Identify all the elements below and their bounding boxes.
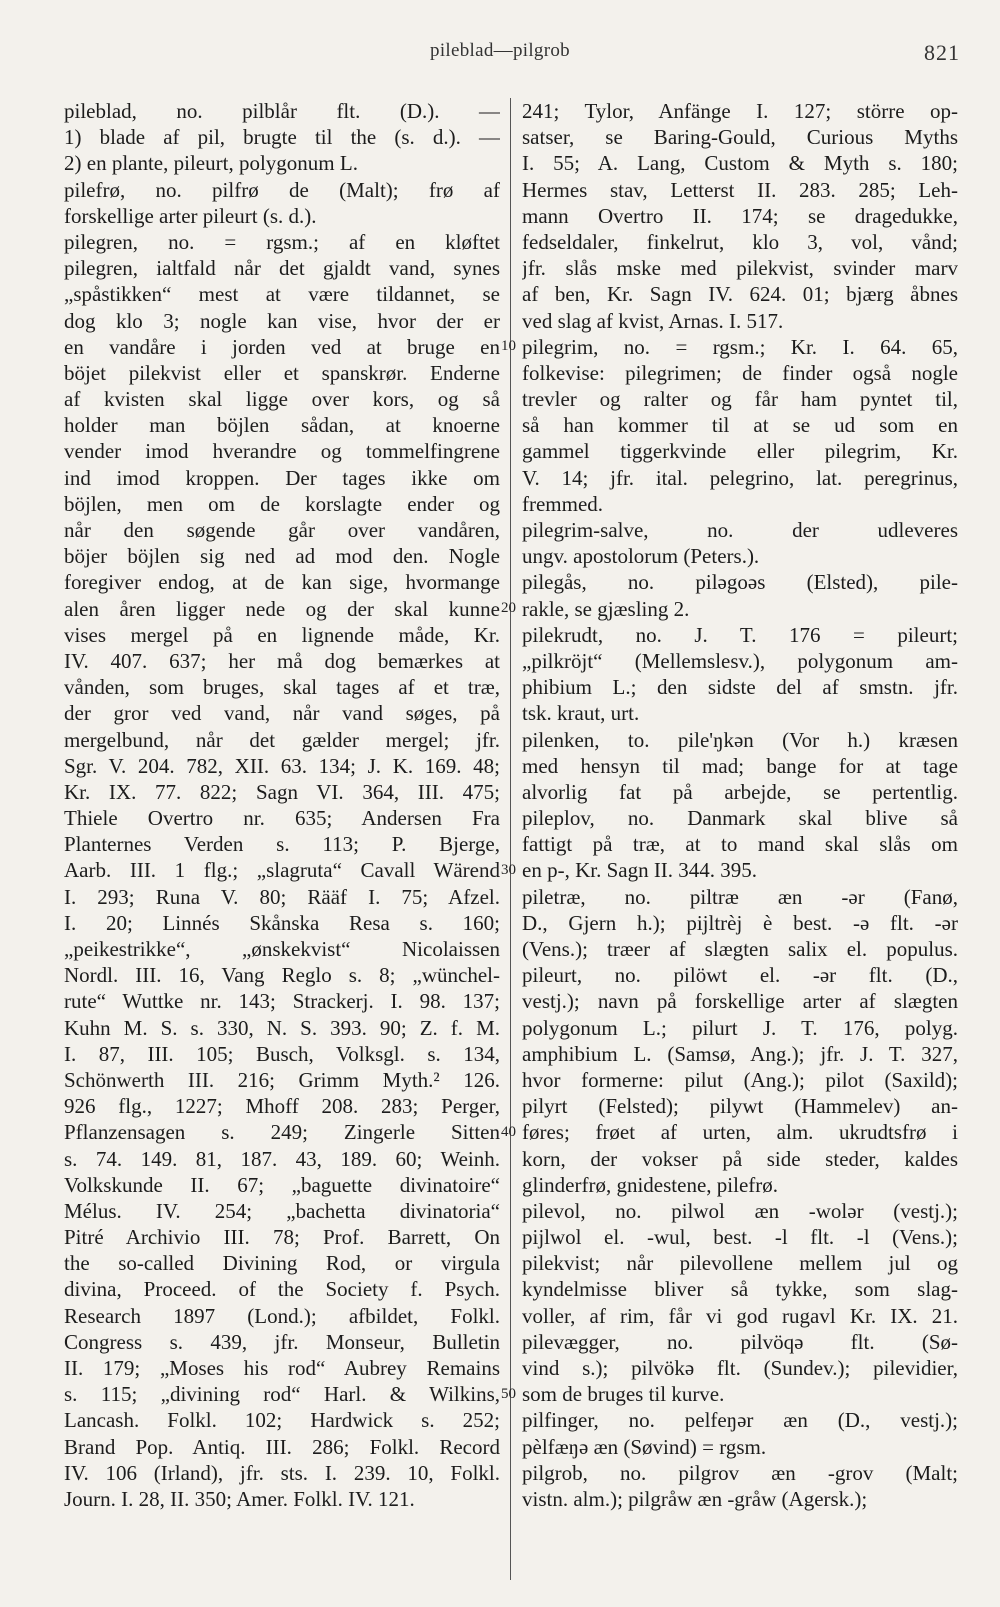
text-line: the so-called Divining Rod, or virgula: [64, 1251, 500, 1276]
text-line: korn, der vokser på side steder, kaldes: [522, 1146, 958, 1171]
text-line: IV. 106 (Irland), jfr. sts. I. 239. 10, Folkl.: [64, 1460, 500, 1485]
left-column: [64, 98, 500, 1512]
column-divider: [510, 98, 511, 1580]
text-line: Pitré Archivio III. 78; Prof. Barrett, On: [64, 1225, 500, 1250]
text-line: pèlfæŋə æn (Søvind) = rgsm.: [522, 1434, 767, 1459]
text-line: foregiver endog, at de kan sige, hvormange: [64, 570, 500, 595]
text-line: pilfinger, no. pelfeŋər æn (D., vestj.);: [522, 1408, 958, 1433]
text-line: I. 55; A. Lang, Custom & Myth s. 180;: [522, 151, 958, 176]
text-line: folkevise: pilegrimen; de finder også nogle: [522, 360, 958, 385]
text-line: amphibium L. (Samsø, Ang.); jfr. J. T. 327,: [522, 1041, 958, 1066]
text-line: af kvisten skal ligge over kors, og så: [64, 387, 500, 412]
text-line: Kuhn M. S. s. 330, N. S. 393. 90; Z. f. M.: [64, 1015, 500, 1040]
text-line: phibium L.; den sidste del af smstn. jfr.: [522, 675, 958, 700]
text-line: mergelbund, når det gælder mergel; jfr.: [64, 727, 500, 752]
text-line: s. 74. 149. 81, 187. 43, 189. 60; Weinh.: [64, 1146, 500, 1171]
text-line: 1) blade af pil, brugte til the (s. d.). —: [64, 125, 500, 150]
text-line: pilekvist; når pilevollene mellem jul og: [522, 1251, 958, 1276]
text-line: pilegrim, no. = rgsm.; Kr. I. 64. 65,: [522, 334, 958, 359]
text-line: vender imod hverandre og tommelfingrene: [64, 439, 500, 464]
text-line: polygonum L.; pilurt J. T. 176, polyg.: [522, 1015, 958, 1040]
text-line: Aarb. III. 1 flg.; „slagruta“ Cavall Wärend: [64, 858, 500, 883]
text-line: forskellige arter pileurt (s. d.).: [64, 203, 317, 228]
text-line: Research 1897 (Lond.); afbildet, Folkl.: [64, 1303, 500, 1328]
text-line: vistn. alm.); pilgråw æn -gråw (Agersk.);: [522, 1486, 868, 1511]
text-line: „peikestrikke“, „ønskekvist“ Nicolaissen: [64, 937, 500, 961]
text-line: Schönwerth III. 216; Grimm Myth.² 126.: [64, 1067, 500, 1092]
text-line: piletræ, no. piltræ æn -ər (Fanø,: [522, 884, 958, 909]
text-line: føres; frøet af urten, alm. ukrudtsfrø i: [522, 1120, 958, 1145]
text-line: pilevol, no. pilwol æn -wolər (vestj.);: [522, 1198, 958, 1223]
running-head: pileblad—pilgrob: [430, 40, 570, 61]
text-line: II. 179; „Moses his rod“ Aubrey Remains: [64, 1356, 500, 1380]
text-line: kyndelmisse bliver så tykke, som slag-: [522, 1277, 958, 1302]
text-line: IV. 407. 637; her må dog bemærkes at: [64, 648, 500, 673]
text-line: s. 115; „divining rod“ Harl. & Wilkins,: [64, 1382, 500, 1407]
text-line: pilevægger, no. pilvöqə flt. (Sø-: [522, 1329, 958, 1354]
text-line: tsk. kraut, urt.: [522, 701, 640, 726]
text-line: Kr. IX. 77. 822; Sagn VI. 364, III. 475;: [64, 779, 500, 804]
text-line: trevler og ralter og får ham pyntet til,: [522, 387, 958, 412]
text-line: vestj.); navn på forskellige arter af slægten: [522, 989, 958, 1014]
text-line: Sgr. V. 204. 782, XII. 63. 134; J. K. 169. 48;: [64, 753, 500, 778]
line-number: 20: [501, 599, 516, 616]
text-line: mann Overtro II. 174; se dragedukke,: [522, 203, 958, 228]
text-line: Mélus. IV. 254; „bachetta divinatoria“: [64, 1198, 500, 1223]
text-line: pileplov, no. Danmark skal blive så: [522, 806, 958, 831]
line-number: 50: [501, 1385, 516, 1402]
text-line: (Vens.); træer af slægten salix el. populus.: [522, 937, 958, 961]
line-number: 10: [501, 337, 516, 354]
text-line: der gror ved vand, når vand søges, på: [64, 701, 500, 726]
line-number: 30: [501, 861, 516, 878]
text-line: Hermes stav, Letterst II. 283. 285; Leh-: [522, 177, 958, 202]
text-line: D., Gjern h.); pijltrèj è best. -ə flt. -ər: [522, 910, 958, 935]
text-line: „pilkröjt“ (Mellemslesv.), polygonum am-: [522, 648, 958, 673]
text-line: en vandåre i jorden ved at bruge en: [64, 334, 500, 359]
text-line: „spåstikken“ mest at være tildannet, se: [64, 282, 500, 307]
text-line: vises mergel på en lignende måde, Kr.: [64, 622, 500, 647]
text-line: böjer böjlen sig ned ad mod den. Nogle: [64, 544, 500, 569]
text-line: vånden, som bruges, skal tages af et træ,: [64, 675, 500, 700]
text-line: voller, af rim, får vi god rugavl Kr. IX. 21.: [522, 1303, 958, 1328]
text-line: pilegås, no. piləgoəs (Elsted), pile-: [522, 570, 958, 595]
text-line: böjlen, men om de korslagte ender og: [64, 491, 500, 516]
text-line: når den søgende går over vandåren,: [64, 518, 500, 542]
text-line: Journ. I. 28, II. 350; Amer. Folkl. IV. 121.: [64, 1486, 415, 1511]
text-line: satser, se Baring-Gould, Curious Myths: [522, 125, 958, 150]
text-line: alvorlig fat på arbejde, se pertentlig.: [522, 779, 958, 804]
text-line: rute“ Wuttke nr. 143; Strackerj. I. 98. 137;: [64, 989, 500, 1014]
text-line: vind s.); pilvökə flt. (Sundev.); pilevidier,: [522, 1356, 958, 1380]
text-line: 241; Tylor, Anfänge I. 127; större op-: [522, 99, 958, 123]
text-line: jfr. slås mske med pilekvist, svinder marv: [522, 256, 958, 281]
text-line: fattigt på træ, at to mand skal slås om: [522, 832, 958, 857]
text-line: ind imod kroppen. Der tages ikke om: [64, 465, 500, 490]
text-line: alen åren ligger nede og der skal kunne: [64, 596, 500, 621]
text-line: hvor formerne: pilut (Ang.); pilot (Saxild);: [522, 1067, 958, 1092]
text-line: Pflanzensagen s. 249; Zingerle Sitten: [64, 1120, 500, 1145]
text-line: 926 flg., 1227; Mhoff 208. 283; Perger,: [64, 1094, 500, 1119]
text-line: pileurt, no. pilöwt el. -ər flt. (D.,: [522, 963, 958, 988]
text-line: Congress s. 439, jfr. Monseur, Bulletin: [64, 1329, 500, 1354]
text-line: pilegrim-salve, no. der udleveres: [522, 518, 958, 542]
text-line: Brand Pop. Antiq. III. 286; Folkl. Record: [64, 1434, 500, 1459]
text-line: Lancash. Folkl. 102; Hardwick s. 252;: [64, 1408, 500, 1433]
text-line: pijlwol el. -wul, best. -l flt. -l (Vens.);: [522, 1225, 958, 1250]
text-line: fremmed.: [522, 491, 604, 516]
text-line: I. 87, III. 105; Busch, Volksgl. s. 134,: [64, 1041, 500, 1066]
text-line: pilegren, no. = rgsm.; af en kløftet: [64, 229, 500, 254]
text-line: Nordl. III. 16, Vang Reglo s. 8; „wünchel-: [64, 963, 500, 988]
text-line: ungv. apostolorum (Peters.).: [522, 544, 760, 569]
text-line: holder man böjlen sådan, at knoerne: [64, 413, 500, 438]
text-line: Planternes Verden s. 113; P. Bjerge,: [64, 832, 500, 857]
text-line: pilyrt (Felsted); pilywt (Hammelev) an-: [522, 1094, 958, 1119]
right-column: [522, 98, 958, 1512]
text-line: dog klo 3; nogle kan vise, hvor der er: [64, 308, 500, 333]
page-header: [0, 40, 1000, 70]
text-line: pileblad, no. pilblår flt. (D.). —: [64, 99, 500, 123]
text-line: af ben, Kr. Sagn IV. 624. 01; bjærg åbnes: [522, 282, 958, 307]
text-line: pilegren, ialtfald når det gjaldt vand, synes: [64, 256, 500, 281]
text-line: pilefrø, no. pilfrø de (Malt); frø af: [64, 177, 500, 202]
text-line: Volkskunde II. 67; „baguette divinatoire“: [64, 1172, 500, 1197]
text-line: pilekrudt, no. J. T. 176 = pileurt;: [522, 622, 958, 647]
line-number: 40: [501, 1123, 516, 1140]
text-line: rakle, se gjæsling 2.: [522, 596, 690, 621]
text-line: Thiele Overtro nr. 635; Andersen Fra: [64, 806, 500, 831]
text-line: 2) en plante, pileurt, polygonum L.: [64, 151, 358, 176]
text-line: en p-, Kr. Sagn II. 344. 395.: [522, 858, 758, 883]
text-line: glinderfrø, gnidestene, pilefrø.: [522, 1172, 778, 1197]
text-line: ved slag af kvist, Arnas. I. 517.: [522, 308, 784, 333]
text-line: så han kommer til at se ud som en: [522, 413, 958, 438]
text-line: I. 20; Linnés Skånska Resa s. 160;: [64, 910, 500, 935]
text-line: som de bruges til kurve.: [522, 1382, 725, 1407]
text-line: I. 293; Runa V. 80; Rääf I. 75; Afzel.: [64, 884, 500, 909]
text-line: fedseldaler, finkelrut, klo 3, vol, vånd;: [522, 229, 958, 254]
text-line: med hensyn til mad; bange for at tage: [522, 753, 958, 778]
page-number: 821: [924, 40, 960, 65]
text-line: gammel tiggerkvinde eller pilegrim, Kr.: [522, 439, 958, 464]
text-line: böjet pilekvist eller et spanskrør. Enderne: [64, 360, 500, 385]
text-line: pilenken, to. pile'ŋkən (Vor h.) kræsen: [522, 727, 958, 752]
text-line: divina, Proceed. of the Society f. Psych.: [64, 1277, 500, 1302]
text-line: V. 14; jfr. ital. pelegrino, lat. peregrinus,: [522, 465, 958, 490]
text-line: pilgrob, no. pilgrov æn -grov (Malt;: [522, 1460, 958, 1485]
